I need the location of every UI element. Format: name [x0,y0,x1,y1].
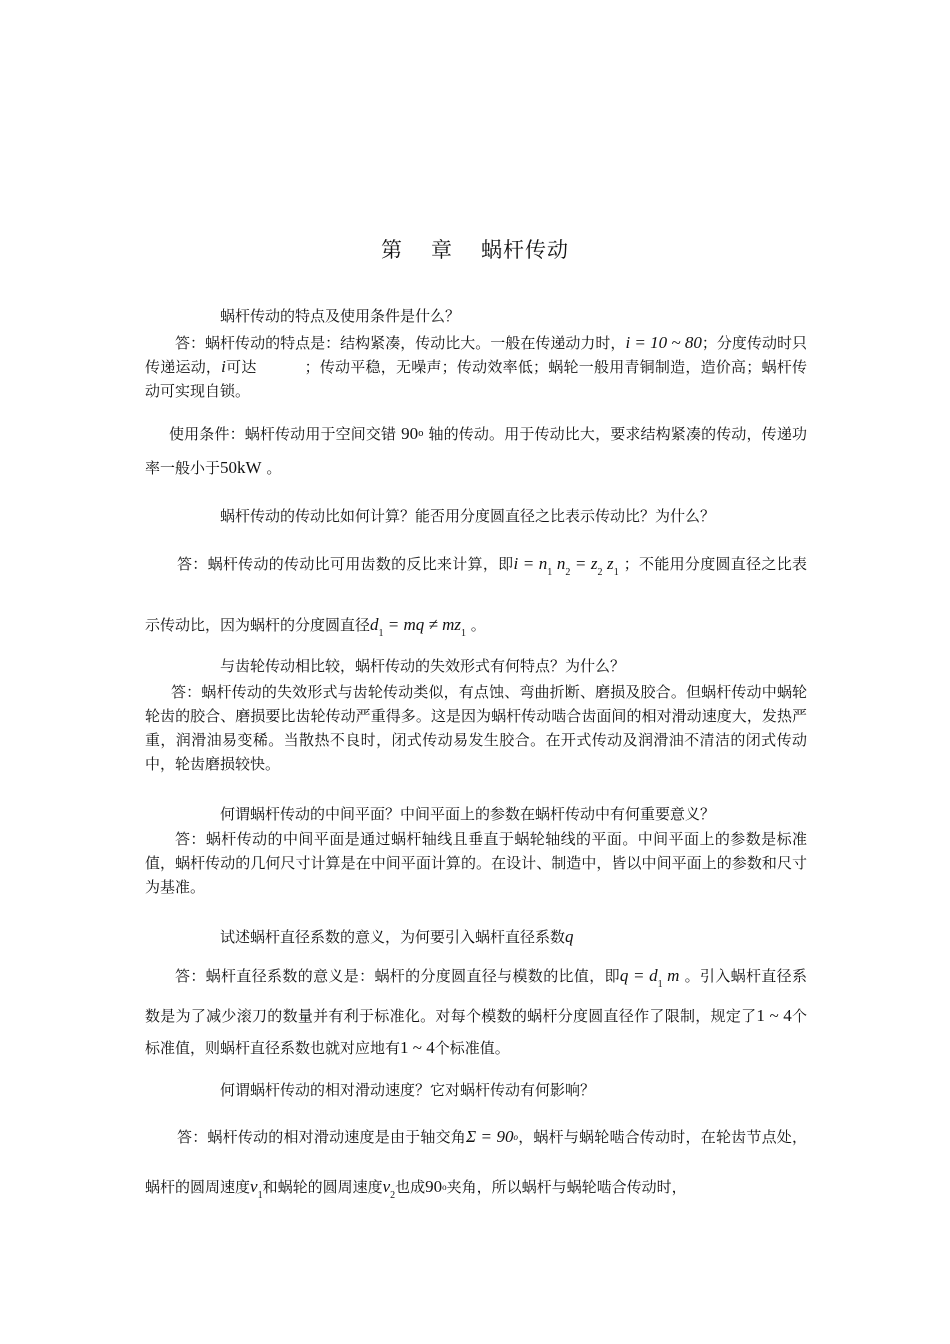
question-6: 何谓蜗杆传动的相对滑动速度？它对蜗杆传动有何影响？ [220,1081,596,1099]
answer-2: 答：蜗杆传动的传动比可用齿数的反比来计算，即$i = n_1$ $n_2 = z_2$ $z_1$ ；不能用分度圆直径之比表示传动比，因为蜗杆的分度圆直径$d_1$ = mq ≠ $mz_1$ 。 [145,554,807,639]
pitch-diameter-formula: $d_1$ = mq ≠ $mz_1$ [370,615,466,639]
diameter-coefficient-variable: q [565,927,574,946]
title-part-2: 章 [431,238,453,262]
answer-3: 答：蜗杆传动的失效形式与齿轮传动类似，有点蚀、弯曲折断、磨损及胶合。但蜗杆传动中蜗轮轮齿的胶合、磨损要比齿轮传动严重得多。这是因为蜗杆传动啮合齿面间的相对滑动速度大，发热严重，润滑油易变稀。当散热不良时，闭式传动易发生胶合。在开式传动及润滑油不清洁的闭式传动中，轮齿磨损较快。 [145,683,807,773]
shaft-angle-formula: $\Sigma = 90^o$ [466,1127,518,1146]
answer-5: 答：蜗杆直径系数的意义是：蜗杆的分度圆直径与模数的比值，即$q = d_1$ m 。引入蜗杆直径系数是为了减少滚刀的数量并有利于标准化。对每个模数的蜗杆分度圆直径作了限制，规定了1 ~ 4个标准值，则蜗杆直径系数也就对应地有1 ~ 4个标准值。 [145,966,807,1057]
power-value: 50kW [220,458,262,477]
question-3: 与齿轮传动相比较，蜗杆传动的失效形式有何特点？为什么？ [220,657,626,675]
ratio-formula: $i = n_1$ $n_2 = z_2$ $z_1$ [513,554,619,578]
worm-velocity-symbol: $v_1$ [250,1177,263,1201]
answer-4: 答：蜗杆传动的中间平面是通过蜗杆轴线且垂直于蜗轮轴线的平面。中间平面上的参数是标准值，蜗杆传动的几何尺寸计算是在中间平面计算的。在设计、制造中，皆以中间平面上的参数和尺寸为基准。 [145,830,807,896]
answer-1: 答：蜗杆传动的特点是：结构紧凑，传动比大。一般在传递动力时，i = 10 ~ 80；分度传动时只传递运动，i可达 ；传动平稳，无噪声；传动效率低；蜗轮一般用青铜制造，造价高；蜗杆传动可实现自锁。 [145,333,807,400]
answer-6: 答：蜗杆传动的相对滑动速度是由于轴交角$\Sigma = 90^o$，蜗杆与蜗轮啮合传动时，在轮齿节点处，蜗杆的圆周速度$v_1$和蜗轮的圆周速度$v_2$也成90$^o$夹角，所以蜗杆与蜗轮啮合传动时， [145,1127,807,1201]
question-5: 试述蜗杆直径系数的意义，为何要引入蜗杆直径系数q [220,927,574,946]
question-4: 何谓蜗杆传动的中间平面？中间平面上的参数在蜗杆传动中有何重要意义？ [220,805,716,823]
angle-value: 90 [401,424,419,443]
title-part-1: 第 [381,238,403,262]
usage-conditions: 使用条件：蜗杆传动用于空间交错 90$^o$ 轴的传动。用于传动比大，要求结构紧凑的传动，传递功率一般小于50kW 。 [145,424,807,477]
title-part-3: 蜗杆传动 [481,238,569,262]
standard-count-range-1: 1 ~ 4 [756,1006,792,1025]
ratio-variable: i [221,357,226,376]
angle-value-2: 90$^o$ [425,1177,447,1196]
question-2: 蜗杆传动的传动比如何计算？能否用分度圆直径之比表示传动比？为什么？ [220,507,716,525]
ratio-range-formula: i = 10 ~ 80 [625,333,702,352]
question-1: 蜗杆传动的特点及使用条件是什么？ [220,307,461,325]
chapter-title [0,234,950,264]
standard-count-range-2: 1 ~ 4 [400,1038,435,1057]
wheel-velocity-symbol: $v_2$ [382,1177,396,1201]
coefficient-formula: $q = d_1$ m [619,966,680,990]
